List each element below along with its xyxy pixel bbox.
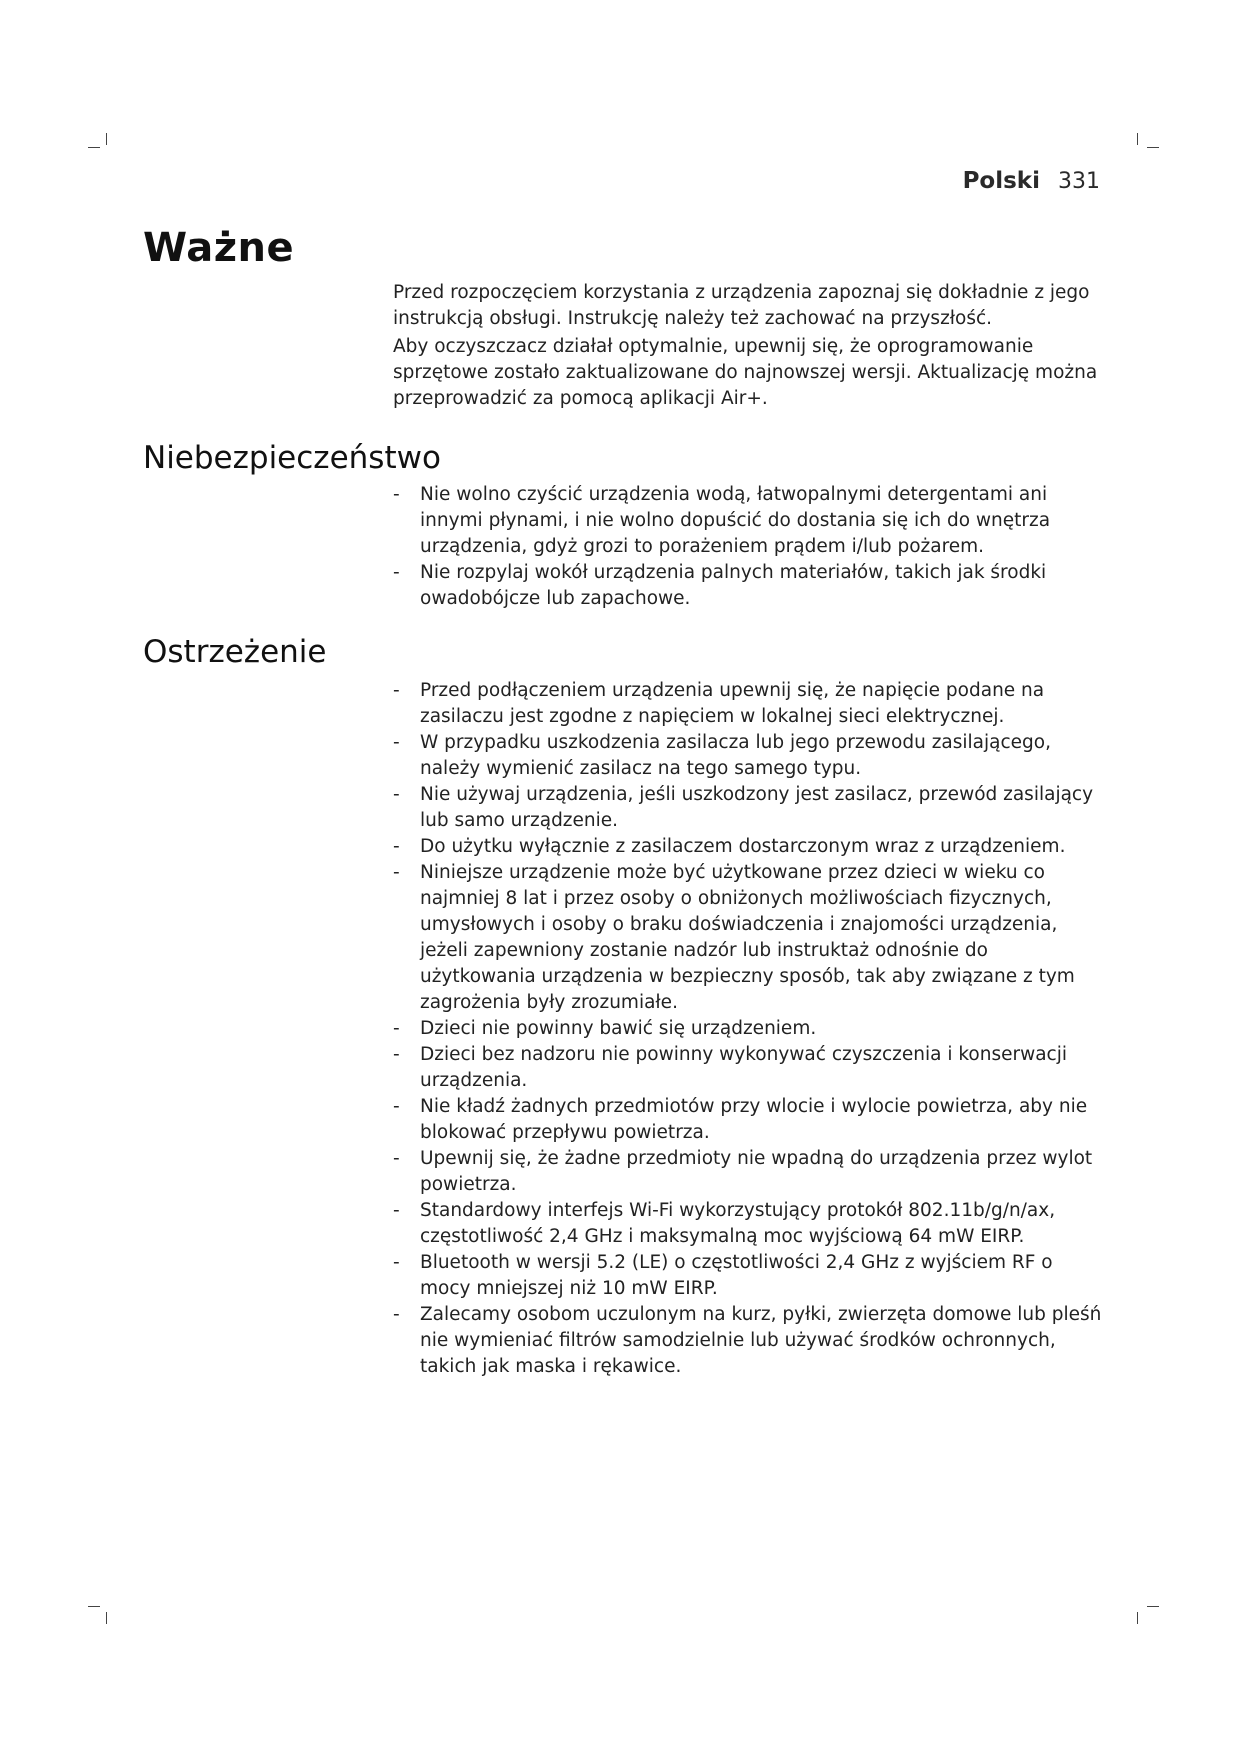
list-item: - Nie używaj urządzenia, jeśli uszkodzony jest zasilacz, przewód zasilający lub samo urządzenie.: [393, 784, 1094, 831]
language-label: Polski: [962, 168, 1040, 194]
list-item: - W przypadku uszkodzenia zasilacza lub jego przewodu zasilającego, należy wymienić zasilacz na tego samego typu.: [393, 732, 1051, 779]
crop-mark-top-right: [1147, 147, 1159, 148]
important-paragraph: Przed rozpoczęciem korzystania z urządzenia zapoznaj się dokładnie z jego instrukcją obsługi. Instrukcję należy też zachować na przyszłość.: [393, 282, 1090, 329]
section-title-danger: Niebezpieczeństwo: [143, 440, 441, 476]
list-item: - Niniejsze urządzenie może być użytkowane przez dzieci w wieku co najmniej 8 lat i przez osoby o obniżonych możliwościach fizycznych, umysłowych i osoby o braku doświadczenia i znajomości urządzenia, jeżeli zapewniony zostanie nadzór lub instruktaż odnośnie do użytkowania urządzenia w bezpieczny sposób, tak aby związane z tym zagrożenia były zrozumiałe.: [393, 862, 1075, 1013]
section-title-important: Ważne: [143, 225, 295, 271]
list-item: - Do użytku wyłącznie z zasilaczem dostarczonym wraz z urządzeniem.: [393, 836, 1066, 857]
list-item: - Standardowy interfejs Wi-Fi wykorzystujący protokół 802.11b/g/n/ax, częstotliwość 2,4 GHz i maksymalną moc wyjściową 64 mW EIRP.: [393, 1200, 1056, 1247]
list-item: - Zalecamy osobom uczulonym na kurz, pyłki, zwierzęta domowe lub pleśń nie wymieniać filtrów samodzielnie lub używać środków ochronnych, takich jak maska i rękawice.: [393, 1304, 1102, 1377]
list-item: - Dzieci bez nadzoru nie powinny wykonywać czyszczenia i konserwacji urządzenia.: [393, 1044, 1068, 1091]
section-title-warning: Ostrzeżenie: [143, 634, 327, 670]
crop-mark-bottom-left: [88, 1606, 100, 1607]
page-number: 331: [1058, 169, 1100, 194]
crop-mark-top-left: [106, 133, 107, 145]
list-item: - Nie wolno czyścić urządzenia wodą, łatwopalnymi detergentami ani innymi płynami, i nie wolno dopuścić do dostania się ich do wnętrza urządzenia, gdyż grozi to porażeniem prądem i/lub pożarem.: [393, 484, 1051, 557]
crop-mark-bottom-left: [106, 1612, 107, 1624]
list-item: - Upewnij się, że żadne przedmioty nie wpadną do urządzenia przez wylot powietrza.: [393, 1148, 1093, 1195]
list-item: - Bluetooth w wersji 5.2 (LE) o częstotliwości 2,4 GHz z wyjściem RF o mocy mniejszej niż 10 mW EIRP.: [393, 1252, 1053, 1299]
danger-list: [393, 482, 1103, 612]
list-item: - Nie rozpylaj wokół urządzenia palnych materiałów, takich jak środki owadobójcze lub zapachowe.: [393, 562, 1047, 609]
list-item: - Nie kładź żadnych przedmiotów przy wlocie i wylocie powietrza, aby nie blokować przepływu powietrza.: [393, 1096, 1088, 1143]
page-header: [963, 168, 1100, 194]
crop-mark-top-right: [1137, 133, 1138, 145]
warning-list: [393, 678, 1103, 1380]
crop-mark-bottom-right: [1147, 1606, 1159, 1607]
important-paragraph: Aby oczyszczacz działał optymalnie, upewnij się, że oprogramowanie sprzętowe zostało zaktualizowane do najnowszej wersji. Aktualizację można przeprowadzić za pomocą aplikacji Air+.: [393, 336, 1098, 409]
crop-mark-bottom-right: [1137, 1612, 1138, 1624]
crop-mark-top-left: [88, 147, 100, 148]
list-item: - Dzieci nie powinny bawić się urządzeniem.: [393, 1018, 817, 1039]
list-item: - Przed podłączeniem urządzenia upewnij się, że napięcie podane na zasilaczu jest zgodne z napięciem w lokalnej sieci elektrycznej.: [393, 680, 1045, 727]
